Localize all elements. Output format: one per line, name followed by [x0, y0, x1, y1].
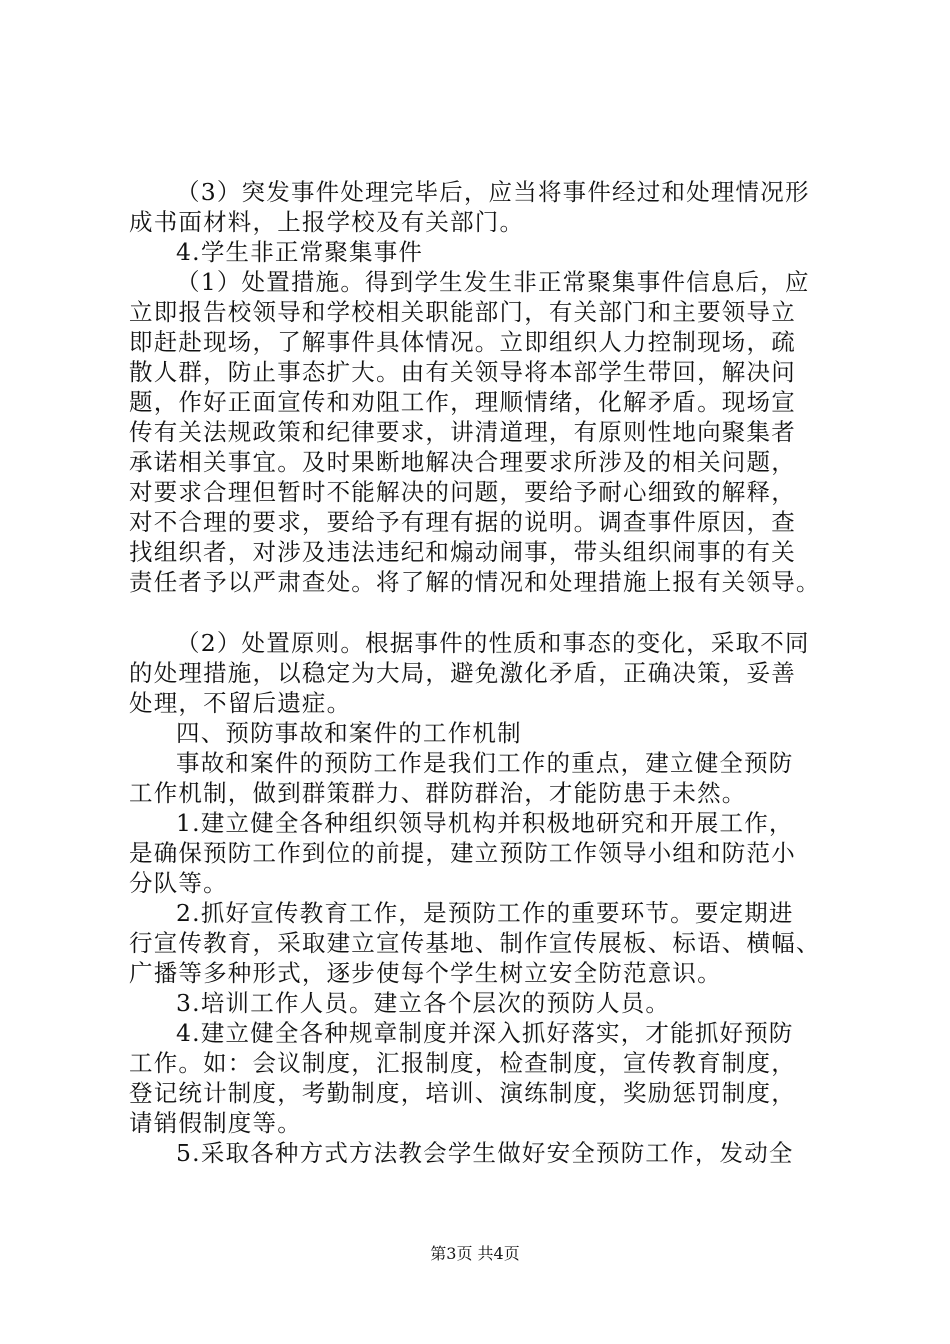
body-line: 承诺相关事宜。及时果断地解决合理要求所涉及的相关问题， — [129, 448, 796, 476]
section-heading: 四、预防事故和案件的工作机制 — [176, 719, 522, 747]
body-line: （3）突发事件处理完毕后，应当将事件经过和处理情况形 — [176, 178, 810, 206]
body-line: 行宣传教育，采取建立宣传基地、制作宣传展板、标语、横幅、 — [129, 929, 821, 957]
body-line: 找组织者，对涉及违法违纪和煽动闹事，带头组织闹事的有关 — [129, 538, 796, 566]
body-line: 2.抓好宣传教育工作，是预防工作的重要环节。要定期进 — [176, 899, 794, 927]
body-line: （1）处置措施。得到学生发生非正常聚集事件信息后，应 — [176, 268, 810, 296]
body-line: 5.采取各种方式方法教会学生做好安全预防工作，发动全 — [176, 1139, 794, 1167]
body-line: 对要求合理但暂时不能解决的问题，要给予耐心细致的解释， — [129, 478, 796, 506]
body-line: 4.建立健全各种规章制度并深入抓好落实，才能抓好预防 — [176, 1019, 794, 1047]
body-line: 成书面材料，上报学校及有关部门。 — [129, 208, 525, 236]
body-line: 处理，不留后遗症。 — [129, 689, 352, 717]
body-line: 立即报告校领导和学校相关职能部门，有关部门和主要领导立 — [129, 298, 796, 326]
body-line: 责任者予以严肃查处。将了解的情况和处理措施上报有关领导。 — [129, 568, 821, 596]
body-line: 是确保预防工作到位的前提，建立预防工作领导小组和防范小 — [129, 839, 796, 867]
body-line: 工作机制，做到群策群力、群防群治，才能防患于未然。 — [129, 779, 747, 807]
body-line: 登记统计制度，考勤制度，培训、演练制度，奖励惩罚制度， — [129, 1079, 796, 1107]
page-footer: 第3页 共4页 — [430, 1244, 520, 1263]
body-line: 工作。如：会议制度，汇报制度，检查制度，宣传教育制度， — [129, 1049, 796, 1077]
body-line: 的处理措施，以稳定为大局，避免激化矛盾，正确决策，妥善 — [129, 659, 796, 687]
body-line: 题，作好正面宣传和劝阻工作，理顺情绪，化解矛盾。现场宣 — [129, 388, 796, 416]
body-line: 散人群，防止事态扩大。由有关领导将本部学生带回，解决问 — [129, 358, 796, 386]
body-line: 1.建立健全各种组织领导机构并积极地研究和开展工作， — [176, 809, 794, 837]
body-line: 分队等。 — [129, 869, 228, 897]
body-line: 4.学生非正常聚集事件 — [176, 238, 424, 266]
body-line: 事故和案件的预防工作是我们工作的重点，建立健全预防 — [176, 749, 794, 777]
body-line: 请销假制度等。 — [129, 1109, 302, 1137]
body-line: 传有关法规政策和纪律要求，讲清道理，有原则性地向聚集者 — [129, 418, 796, 446]
body-line: 即赶赴现场，了解事件具体情况。立即组织人力控制现场，疏 — [129, 328, 796, 356]
body-line: 3.培训工作人员。建立各个层次的预防人员。 — [176, 989, 671, 1017]
body-line: 对不合理的要求，要给予有理有据的说明。调查事件原因，查 — [129, 508, 796, 536]
body-line: 广播等多种形式，逐步使每个学生树立安全防范意识。 — [129, 959, 722, 987]
body-line: （2）处置原则。根据事件的性质和事态的变化，采取不同 — [176, 629, 810, 657]
